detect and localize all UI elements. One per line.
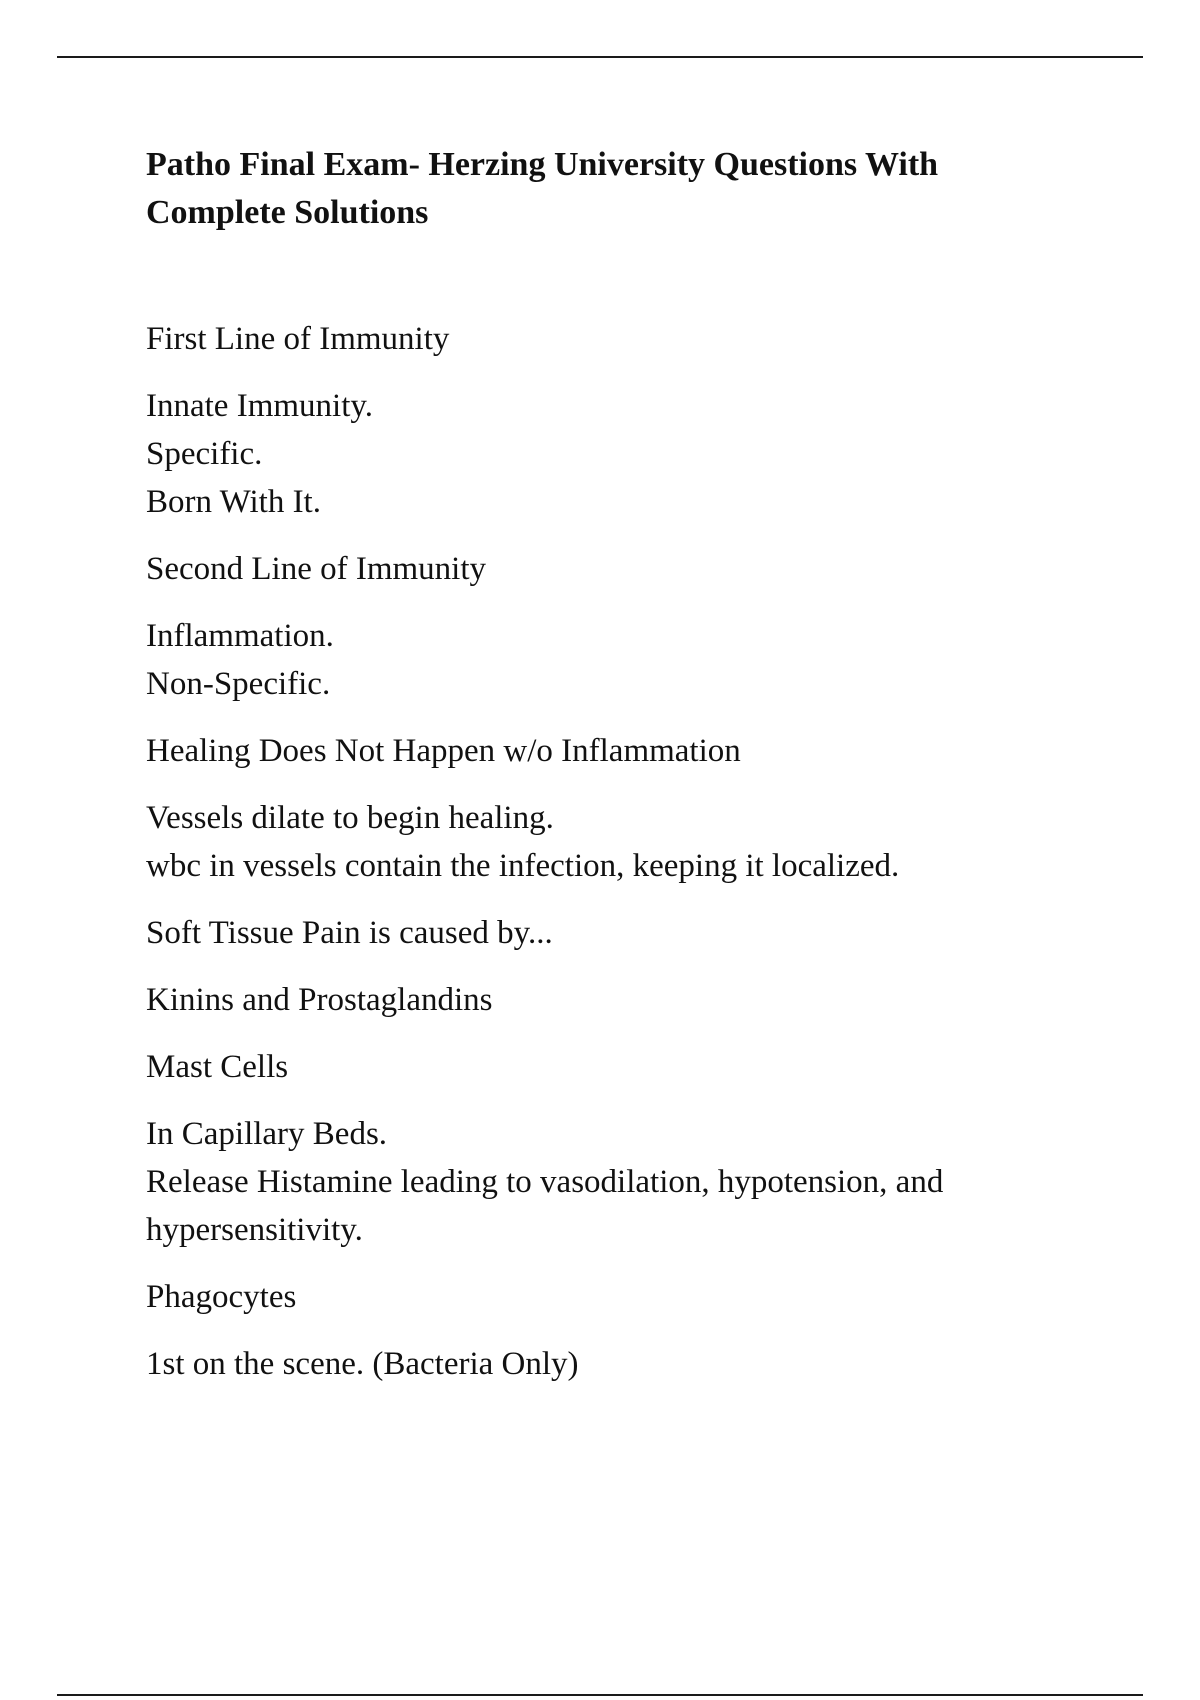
- bottom-rule: [57, 1694, 1143, 1696]
- question-text: Mast Cells: [146, 1049, 289, 1085]
- answer-text: [146, 976, 1096, 1024]
- answer-text: [146, 1340, 1096, 1388]
- answer-line: Vessels dilate to begin healing.: [146, 800, 554, 836]
- answer-line: hypersensitivity.: [146, 1212, 363, 1248]
- answer-text: [146, 794, 1096, 890]
- document-title-line-1: Patho Final Exam- Herzing University Questions With: [146, 146, 939, 183]
- qa-card-2: [146, 545, 1096, 708]
- document-title-line-2: Complete Solutions: [146, 194, 429, 231]
- answer-line: Specific.: [146, 436, 263, 472]
- question-text: Second Line of Immunity: [146, 551, 487, 587]
- qa-card-5: [146, 1043, 1096, 1254]
- answer-text: [146, 612, 1096, 708]
- answer-line: 1st on the scene. (Bacteria Only): [146, 1346, 579, 1382]
- answer-line: Kinins and Prostaglandins: [146, 982, 493, 1018]
- question-text: First Line of Immunity: [146, 321, 450, 357]
- question-text: Healing Does Not Happen w/o Inflammation: [146, 733, 741, 769]
- document-title: [146, 141, 1096, 237]
- answer-text: [146, 1110, 1096, 1254]
- answer-line: Non-Specific.: [146, 666, 331, 702]
- answer-line: In Capillary Beds.: [146, 1116, 388, 1152]
- question-text: Phagocytes: [146, 1279, 297, 1315]
- document-body: [146, 141, 1096, 1407]
- top-rule: [57, 56, 1143, 58]
- answer-line: Inflammation.: [146, 618, 334, 654]
- answer-line: Release Histamine leading to vasodilation, hypotension, and: [146, 1164, 944, 1200]
- qa-card-1: [146, 315, 1096, 526]
- answer-text: [146, 382, 1096, 526]
- qa-card-4: [146, 909, 1096, 1024]
- answer-line: Born With It.: [146, 484, 321, 520]
- qa-card-6: [146, 1273, 1096, 1388]
- answer-line: wbc in vessels contain the infection, keeping it localized.: [146, 848, 900, 884]
- answer-line: Innate Immunity.: [146, 388, 373, 424]
- question-text: Soft Tissue Pain is caused by...: [146, 915, 553, 951]
- qa-card-3: [146, 727, 1096, 890]
